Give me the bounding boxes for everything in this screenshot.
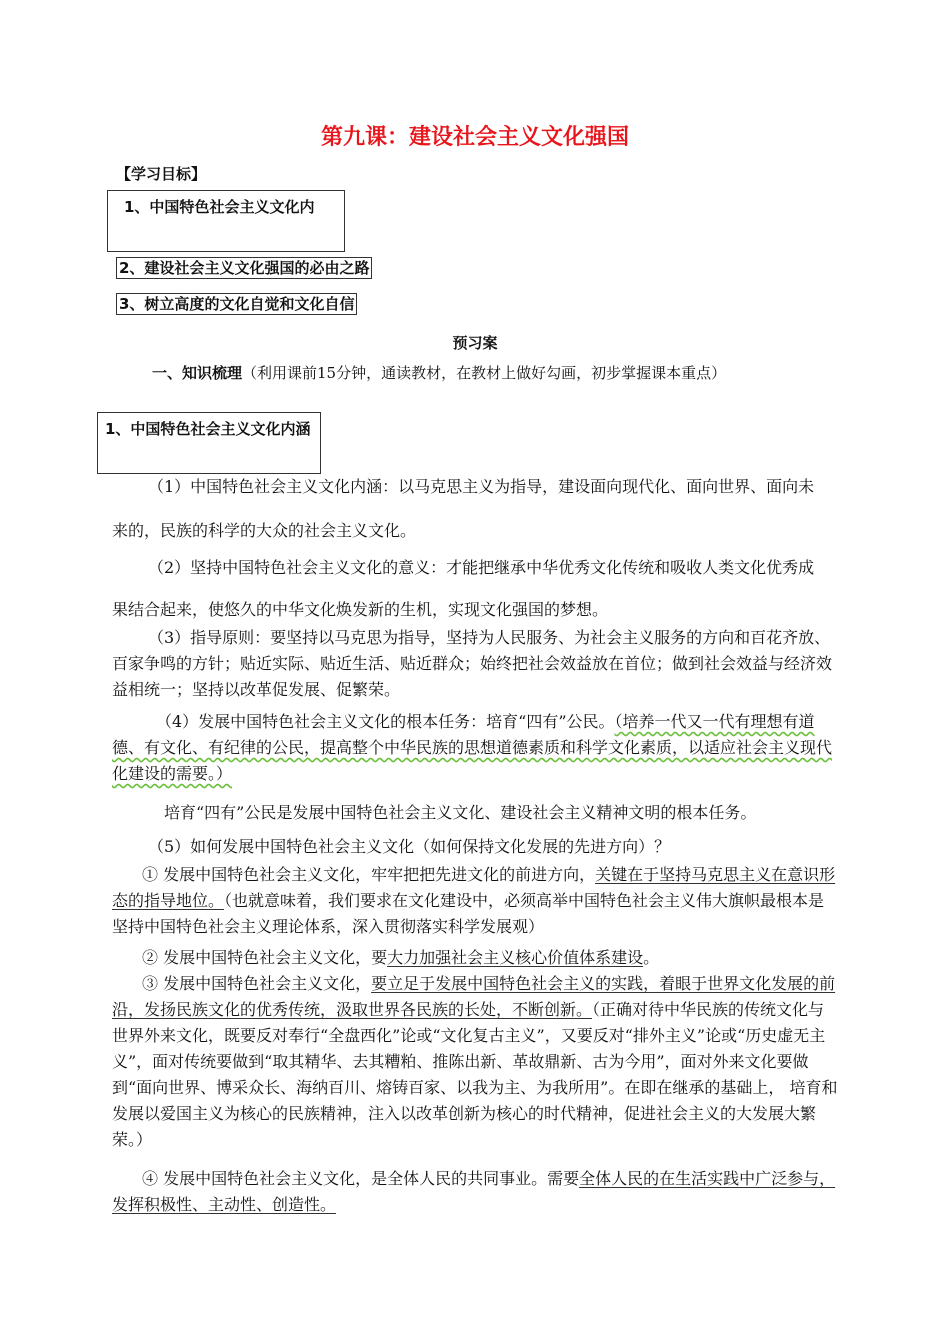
para-4 — [112, 709, 840, 787]
point-2-key: 大力加强社会主义核心价值体系建设 — [387, 948, 644, 967]
point-1-note: （也就意味着，我们要求在文化建设中，必须高举中国特色社会主义伟大旗帜最根本是坚持中国特色社会主义理论体系，深入贯彻落实科学发展观） — [112, 891, 825, 936]
para-1-line2: 来的，民族的科学的大众的社会主义文化。 — [112, 521, 417, 540]
section1-title: 一、知识梳理 — [152, 364, 243, 382]
section1-line — [152, 362, 726, 383]
point-3-key: 要立足于发展中国特色社会主义的实践，着眼于世界文化发展的前沿，发扬民族文化的优秀传统，汲取世界各民族的长处，不断创新。 — [112, 974, 836, 1019]
para-4-note: （培养一代又一代有理想有道德、有文化、有纪律的公民，提高整个中华民族的思想道德素质和科学文化素质，以适应社会主义现代化建设的需要。） — [112, 712, 833, 783]
objective-item-2 — [116, 257, 372, 278]
preview-heading: 预习案 — [452, 334, 498, 352]
para-2-line2: 果结合起来，使悠久的中华文化焕发新的生机，实现文化强国的梦想。 — [112, 600, 609, 619]
objectives-heading: 【学习目标】 — [116, 165, 207, 183]
point-4 — [112, 1166, 840, 1218]
point-3-note: （正确对待中华民族的传统文化与世界外来文化，既要反对奉行“全盘西化”论或“文化复古主义”，又要反对“排外主义”论或“历史虚无主义”，面对传统要做到“取其精华、去其糟粕、推陈出新、革故鼎新、古为今用”，面对外来文化要做到“面向世界、博采众长、海纳百川、熔铸百家、以我为主、为我所用”。在即在继承的基础上， 培育和发展以爱国主义为核心的民族精神，注入以改革创新为核心的时代精神，促进社会主义的大发展大繁荣。） — [112, 1000, 838, 1149]
para-4-summary: 培育“四有”公民是发展中国特色社会主义文化、建设社会主义精神文明的根本任务。 — [164, 803, 757, 822]
objective-item-1: 1、中国特色社会主义文化内 — [124, 198, 315, 216]
para-5: （5）如何发展中国特色社会主义文化（如何保持文化发展的先进方向）？ — [148, 837, 671, 856]
point-2-lead: ② 发展中国特色社会主义文化，要 — [142, 948, 388, 967]
para-3: （3）指导原则：要坚持以马克思为指导，坚持为人民服务、为社会主义服务的方向和百花齐放、百家争鸣的方针；贴近实际、贴近生活、贴近群众；始终把社会效益放在首位；做到社会效益与经济效益相统一；坚持以改革促发展、促繁荣。 — [112, 628, 833, 699]
objective-item-3-text: 3、树立高度的文化自觉和文化自信 — [116, 293, 357, 315]
content-box-title: 1、中国特色社会主义文化内涵 — [105, 420, 311, 438]
point-4-lead: ④ 发展中国特色社会主义文化，是全体人民的共同事业。需要 — [142, 1169, 580, 1188]
page-title: 第九课：建设社会主义文化强国 — [320, 125, 629, 150]
point-1 — [112, 862, 840, 940]
objective-item-2-text: 2、建设社会主义文化强国的必由之路 — [116, 257, 372, 279]
point-1-key: 关键在于坚持马克思主义在意识形态的指导地位。 — [112, 865, 836, 910]
point-2 — [112, 945, 840, 971]
point-3 — [112, 971, 840, 1153]
point-3-lead: ③ 发展中国特色社会主义文化， — [142, 974, 372, 993]
point-1-lead: ① 发展中国特色社会主义文化，牢牢把把先进文化的前进方向， — [142, 865, 596, 884]
para-2-line1: （2）坚持中国特色社会主义文化的意义：才能把继承中华优秀文化传统和吸收人类文化优秀成 — [148, 558, 815, 577]
point-2-end: 。 — [643, 948, 660, 967]
point-4-key: 全体人民的在生活实践中广泛参与，发挥积极性、主动性、创造性。 — [112, 1169, 836, 1214]
para-1-line1: （1）中国特色社会主义文化内涵：以马克思主义为指导，建设面向现代化、面向世界、面向未 — [148, 477, 815, 496]
section1-note: （利用课前15分钟，通读教材，在教材上做好勾画，初步掌握课本重点） — [242, 364, 727, 382]
objective-item-3 — [116, 293, 357, 314]
para-4-main: （4）发展中国特色社会主义文化的根本任务：培育“四有”公民。 — [156, 712, 615, 731]
